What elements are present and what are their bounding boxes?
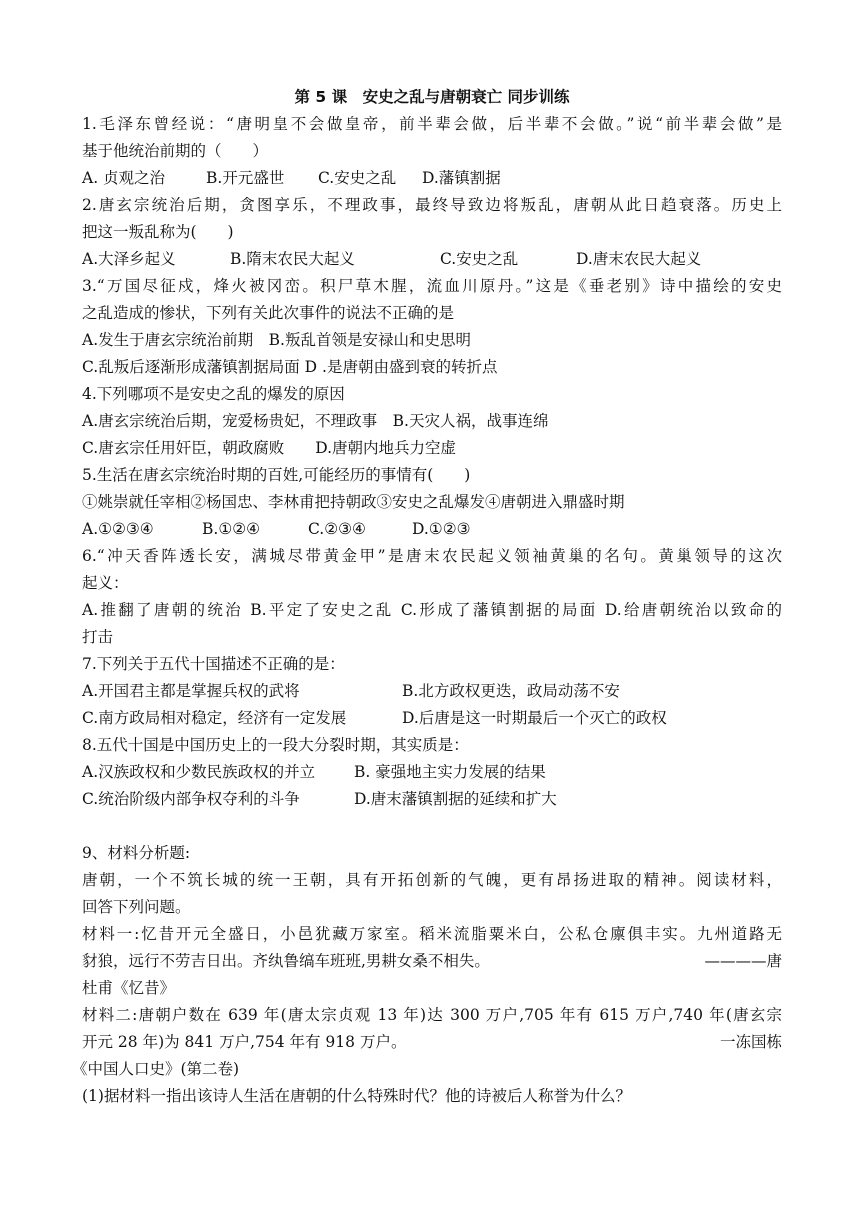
question-9-heading: 9、材料分析题: bbox=[82, 844, 191, 862]
material-1-attribution: ————唐 bbox=[704, 952, 782, 970]
question-5-stem-line-1: 5.生活在唐玄宗统治时期的百姓,可能经历的事情有( ) bbox=[82, 466, 471, 484]
question-2-stem-line-2: 把这一叛乱称为( ) bbox=[82, 223, 234, 241]
question-7-option-d: D.后唐是这一时期最后一个灭亡的政权 bbox=[402, 709, 667, 727]
question-1-option-a: A. 贞观之治 bbox=[82, 169, 166, 187]
material-1-line-2 bbox=[82, 948, 782, 975]
question-8-stem: 8.五代十国是中国历史上的一段大分裂时期，其实质是： bbox=[82, 736, 469, 754]
question-7-option-c: C.南方政局相对稳定，经济有一定发展 bbox=[82, 709, 347, 727]
question-3-options-line-1: A.发生于唐玄宗统治前期 B.叛乱首领是安禄山和史思明 bbox=[82, 331, 471, 349]
question-9-intro-line-1: 唐朝，一个不筑长城的统一王朝，具有开拓创新的气魄，更有昂扬进取的精神。阅读材料， bbox=[82, 871, 782, 889]
question-4-options-line-1: A.唐玄宗统治后期，宠爱杨贵妃，不理政事 B.天灾人祸，战事连绵 bbox=[82, 412, 549, 430]
question-2-stem-line-1: 2.唐玄宗统治后期，贪图享乐，不理政事，最终导致边将叛乱，唐朝从此日趋衰落。历史上 bbox=[82, 196, 782, 214]
question-2-option-c: C.安史之乱 bbox=[440, 250, 519, 268]
question-2-option-a: A.大泽乡起义 bbox=[82, 250, 176, 268]
question-3-stem-line-2: 之乱造成的惨状，下列有关此次事件的说法不正确的是 bbox=[82, 304, 455, 322]
question-8-option-b: B. 豪强地主实力发展的结果 bbox=[354, 763, 546, 781]
material-1-text: 豺狼，远行不劳吉日出。齐纨鲁缟车班班,男耕女桑不相失。 bbox=[82, 952, 490, 970]
material-1-source: 杜甫《忆昔》 bbox=[82, 979, 176, 997]
question-1-option-b: B.开元盛世 bbox=[206, 169, 285, 187]
question-6-stem-line-2: 起义： bbox=[82, 574, 129, 592]
question-8-option-a: A.汉族政权和少数民族政权的并立 bbox=[82, 763, 316, 781]
material-2-source: 《中国人口史》(第二卷) bbox=[72, 1060, 240, 1078]
question-4-stem: 4.下列哪项不是安史之乱的爆发的原因 bbox=[82, 385, 345, 403]
question-6-options-line-1: A.推翻了唐朝的统治 B.平定了安史之乱 C.形成了藩镇割据的局面 D.给唐朝统治以致命的 bbox=[82, 601, 782, 619]
question-2-option-b: B.隋末农民大起义 bbox=[230, 250, 355, 268]
question-1-options bbox=[82, 165, 782, 192]
question-5-options bbox=[82, 516, 782, 543]
question-1-option-c: C.安史之乱 bbox=[318, 169, 397, 187]
question-8-options-row-2 bbox=[82, 786, 782, 813]
page-title: 第 5 课 安史之乱与唐朝衰亡 同步训练 bbox=[294, 88, 570, 106]
question-2-option-d: D.唐末农民大起义 bbox=[576, 250, 702, 268]
question-7-options-row-1 bbox=[82, 678, 782, 705]
worksheet-page bbox=[72, 84, 782, 1110]
question-5-option-b: B.①②④ bbox=[202, 520, 261, 538]
question-6-options-line-2: 打击 bbox=[82, 628, 114, 646]
question-8-option-c: C.统治阶级内部争权夺利的斗争 bbox=[82, 790, 300, 808]
material-2-line-2 bbox=[82, 1029, 782, 1056]
question-3-options-line-2: C.乱叛后逐渐形成藩镇割据局面 D .是唐朝由盛到衰的转折点 bbox=[82, 358, 498, 376]
question-7-option-a: A.开国君主都是掌握兵权的武将 bbox=[82, 682, 300, 700]
question-9-intro-line-2: 回答下列问题。 bbox=[82, 898, 191, 916]
question-7-option-b: B.北方政权更迭，政局动荡不安 bbox=[402, 682, 620, 700]
question-8-option-d: D.唐末藩镇割据的延续和扩大 bbox=[354, 790, 557, 808]
question-1-option-d: D.藩镇割据 bbox=[422, 169, 501, 187]
question-7-options-row-2 bbox=[82, 705, 782, 732]
question-3-stem-line-1: 3.“万国尽征戍，烽火被冈峦。积尸草木腥，流血川原丹。”这是《垂老别》诗中描绘的安史 bbox=[82, 277, 782, 295]
question-7-stem: 7.下列关于五代十国描述不正确的是： bbox=[82, 655, 345, 673]
question-5-option-a: A.①②③④ bbox=[82, 520, 154, 538]
question-1-stem-line-2: 基于他统治前期的（ ） bbox=[82, 142, 269, 160]
question-5-stem-line-2: ①姚崇就任宰相②杨国忠、李林甫把持朝政③安史之乱爆发④唐朝进入鼎盛时期 bbox=[82, 493, 625, 511]
question-1-stem-line-1: 1.毛泽东曾经说：“唐明皇不会做皇帝，前半辈会做，后半辈不会做。”说“前半辈会做”是 bbox=[82, 115, 782, 133]
material-1-line-1: 材料一:忆昔开元全盛日，小邑犹藏万家室。稻米流脂粟米白，公私仓廪俱丰实。九州道路无 bbox=[82, 925, 782, 943]
material-2-line-1: 材料二:唐朝户数在 639 年(唐太宗贞观 13 年)达 300 万户,705 年有 615 万户,740 年(唐玄宗 bbox=[82, 1006, 782, 1024]
blank-line bbox=[82, 813, 782, 840]
question-5-option-d: D.①②③ bbox=[412, 520, 471, 538]
question-2-options bbox=[82, 246, 782, 273]
material-2-text: 开元 28 年)为 841 万户,754 年有 918 万户。 bbox=[82, 1033, 407, 1051]
question-4-options-line-2: C.唐玄宗任用奸臣，朝政腐败 D.唐朝内地兵力空虚 bbox=[82, 439, 457, 457]
question-9-subquestion-1: (1)据材料一指出该诗人生活在唐朝的什么特殊时代？他的诗被后人称誉为什么？ bbox=[82, 1087, 631, 1105]
question-5-option-c: C.②③④ bbox=[308, 520, 366, 538]
question-8-options-row-1 bbox=[82, 759, 782, 786]
question-6-stem-line-1: 6.“冲天香阵透长安，满城尽带黄金甲”是唐末农民起义领袖黄巢的名句。黄巢领导的这次 bbox=[82, 547, 782, 565]
material-2-attribution: 一冻国栋 bbox=[719, 1033, 782, 1051]
